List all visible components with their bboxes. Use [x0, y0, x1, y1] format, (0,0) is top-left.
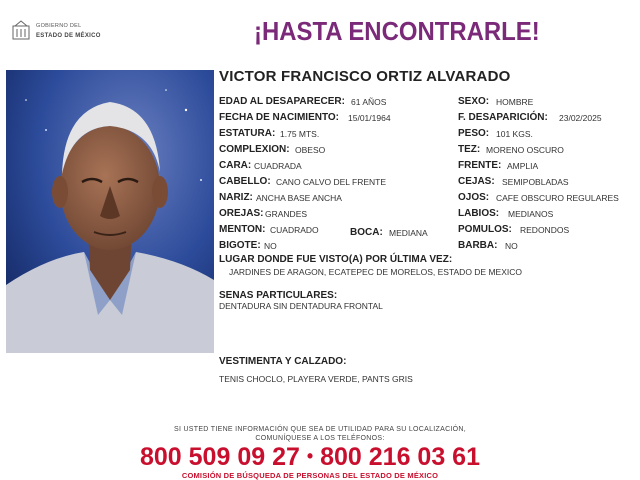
field-label-labios: LABIOS:	[458, 208, 500, 219]
field-label-complexion: COMPLEXION:	[219, 144, 290, 155]
field-value-orejas: GRANDES	[265, 209, 308, 219]
field-label-nacimiento: FECHA DE NACIMIENTO:	[219, 112, 339, 123]
field-label-nariz: NARIZ:	[219, 192, 253, 203]
field-label-pomulos: POMULOS:	[458, 224, 512, 235]
field-label-cara: CARA:	[219, 160, 252, 171]
field-label-edad: EDAD AL DESAPARECER:	[219, 96, 345, 107]
field-label-barba: BARBA:	[458, 240, 498, 251]
field-value-bigote: NO	[264, 241, 277, 251]
phone-numbers	[0, 443, 620, 472]
commission-name: COMISIÓN DE BÚSQUEDA DE PERSONAS DEL ESTADO DE MÉXICO	[181, 471, 439, 480]
field-value-complexion: OBESO	[295, 145, 326, 155]
clothing-value: TENIS CHOCLO, PLAYERA VERDE, PANTS GRIS	[219, 374, 413, 384]
phone-number-2[interactable]: 800 216 03 61	[320, 443, 480, 471]
field-label-menton: MENTON:	[219, 224, 266, 235]
contact-note-line2: COMUNÍQUESE A LOS TELÉFONOS:	[255, 435, 385, 442]
field-label-boca: BOCA:	[350, 227, 383, 238]
last-seen-value: JARDINES DE ARAGON, ECATEPEC DE MORELOS, ESTADO DE MEXICO	[229, 267, 522, 277]
headline: ¡HASTA ENCONTRARLE!	[254, 16, 540, 46]
field-value-nacimiento: 15/01/1964	[348, 113, 391, 123]
field-value-boca: MEDIANA	[389, 228, 428, 238]
field-label-cabello: CABELLO:	[219, 176, 271, 187]
field-value-estatura: 1.75 MTS.	[280, 129, 320, 139]
contact-note-line1: SI USTED TIENE INFORMACIÓN QUE SEA DE UTILIDAD PARA SU LOCALIZACIÓN,	[173, 426, 467, 433]
field-label-fdesaparicion: F. DESAPARICIÓN:	[458, 112, 548, 123]
field-label-frente: FRENTE:	[458, 160, 502, 171]
field-value-nariz: ANCHA BASE ANCHA	[256, 193, 342, 203]
field-value-fdesaparicion: 23/02/2025	[559, 113, 602, 123]
field-label-orejas: OREJAS:	[219, 208, 264, 219]
field-label-ojos: OJOS:	[458, 192, 490, 203]
particular-marks-title: SENAS PARTICULARES:	[219, 290, 338, 301]
particular-marks-value: DENTADURA SIN DENTADURA FRONTAL	[219, 301, 383, 311]
field-value-tez: MORENO OSCURO	[486, 145, 564, 155]
field-value-menton: CUADRADO	[270, 225, 319, 235]
person-name: VICTOR FRANCISCO ORTIZ ALVARADO	[219, 68, 511, 85]
portrait-illustration	[6, 70, 214, 353]
government-logo	[10, 20, 130, 48]
last-seen-title: LUGAR DONDE FUE VISTO(A) POR ÚLTIMA VEZ:	[219, 254, 453, 265]
missing-person-photo	[6, 70, 214, 353]
field-label-bigote: BIGOTE:	[219, 240, 261, 251]
phone-number-1[interactable]: 800 509 09 27	[140, 443, 300, 471]
logo-text-line2: ESTADO DE MÉXICO	[36, 33, 101, 39]
coat-of-arms-icon	[10, 20, 32, 42]
field-label-tez: TEZ:	[458, 144, 481, 155]
field-value-edad: 61 AÑOS	[351, 97, 387, 107]
field-label-peso: PESO:	[458, 128, 490, 139]
field-value-frente: AMPLIA	[507, 161, 539, 171]
field-value-ojos: CAFE OBSCURO REGULARES	[496, 193, 619, 203]
field-value-cabello: CANO CALVO DEL FRENTE	[276, 177, 387, 187]
field-value-sexo: HOMBRE	[496, 97, 534, 107]
field-label-sexo: SEXO:	[458, 96, 490, 107]
field-label-estatura: ESTATURA:	[219, 128, 276, 139]
field-value-labios: MEDIANOS	[508, 209, 554, 219]
field-value-barba: NO	[505, 241, 518, 251]
field-value-pomulos: REDONDOS	[520, 225, 570, 235]
field-value-peso: 101 KGS.	[496, 129, 533, 139]
field-label-cejas: CEJAS:	[458, 176, 495, 187]
field-value-cejas: SEMIPOBLADAS	[502, 177, 569, 187]
clothing-title: VESTIMENTA Y CALZADO:	[219, 356, 347, 367]
phone-separator: •	[306, 446, 314, 466]
logo-text-line1: GOBIERNO DEL	[36, 23, 82, 29]
field-value-cara: CUADRADA	[254, 161, 302, 171]
